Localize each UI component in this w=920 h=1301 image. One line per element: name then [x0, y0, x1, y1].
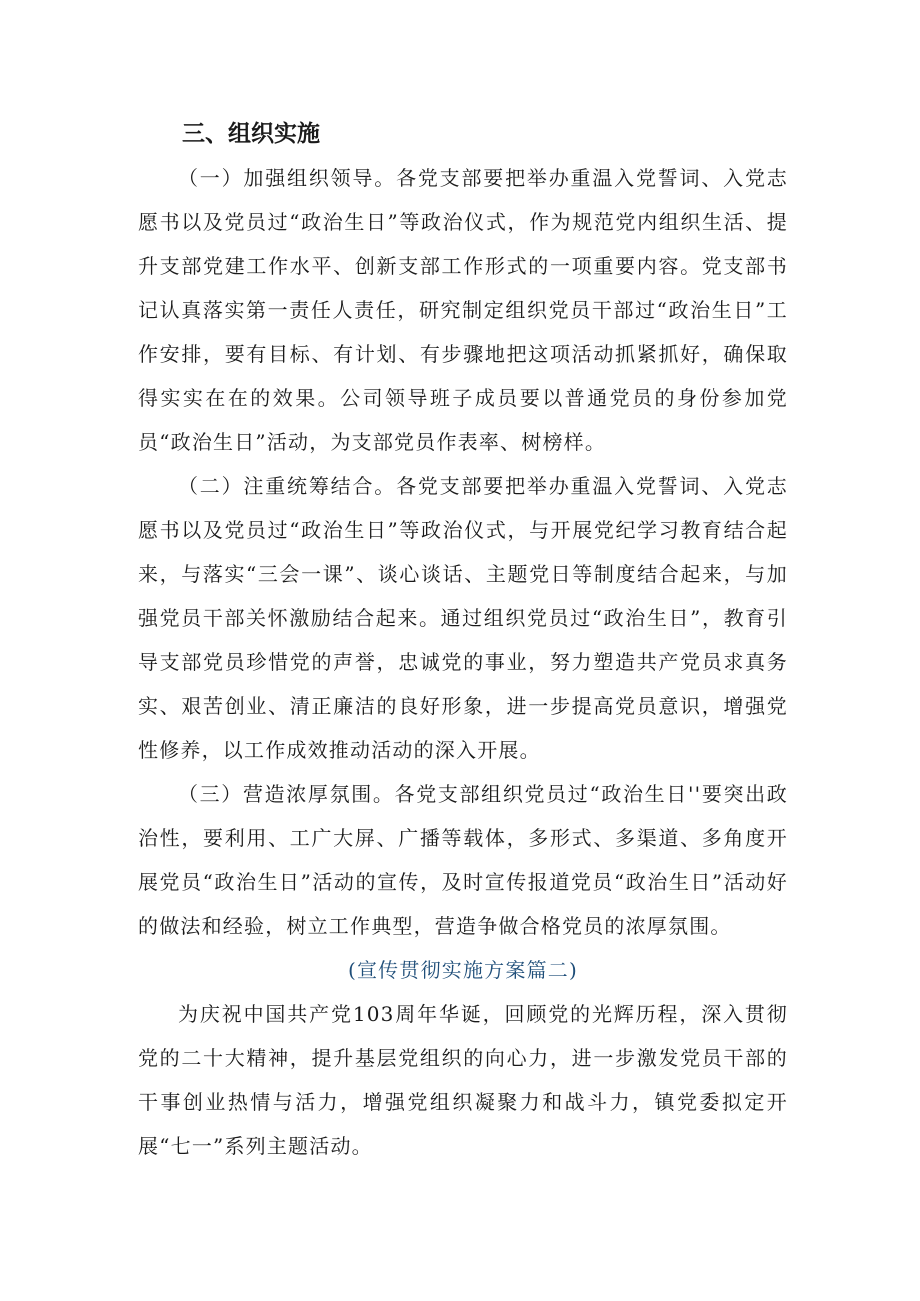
subtitle-plan-two: (宣传贯彻实施方案篇二)	[347, 958, 578, 982]
section-heading: 三、组织实施	[182, 121, 320, 147]
paragraph-organization-leadership: （一）加强组织领导。各党支部要把举办重温入党誓词、入党志愿书以及党员过“政治生日”等政治仪式，作为规范党内组织生活、提升支部党建工作水平、创新支部工作形式的一项重要内容。党支部书记认真落实第一责任人责任，研究制定组织党员干部过“政治生日”工作安排，要有目标、有计划、有步骤地把这项活动抓紧抓好，确保取得实实在在的效果。公司领导班子成员要以普通党员的身份参加党员“政治生日”活动，为支部党员作表率、树榜样。	[138, 166, 788, 454]
paragraph-coordination: （二）注重统筹结合。各党支部要把举办重温入党誓词、入党志愿书以及党员过“政治生日”等政治仪式，与开展党纪学习教育结合起来，与落实“三会一课”、谈心谈话、主题党日等制度结合起来，与加强党员干部关怀激励结合起来。通过组织党员过“政治生日”，教育引导支部党员珍惜党的声誉，忠诚党的事业，努力塑造共产党员求真务实、艰苦创业、清正廉洁的良好形象，进一步提高党员意识，增强党性修养，以工作成效推动活动的深入开展。	[138, 474, 788, 762]
paragraph-closing: 为庆祝中国共产党103周年华诞，回顾党的光辉历程，深入贯彻党的二十大精神，提升基层党组织的向心力，进一步激发党员干部的干事创业热情与活力，增强党组织凝聚力和战斗力，镇党委拟定开展“七一”系列主题活动。	[138, 1002, 788, 1158]
document-body	[138, 112, 788, 1168]
paragraph-atmosphere: （三）营造浓厚氛围。各党支部组织党员过“政治生日''要突出政治性，要利用、工广大屏、广播等载体，多形式、多渠道、多角度开展党员“政治生日”活动的宣传，及时宣传报道党员“政治生日”活动好的做法和经验，树立工作典型，营造争做合格党员的浓厚氛围。	[138, 782, 788, 938]
